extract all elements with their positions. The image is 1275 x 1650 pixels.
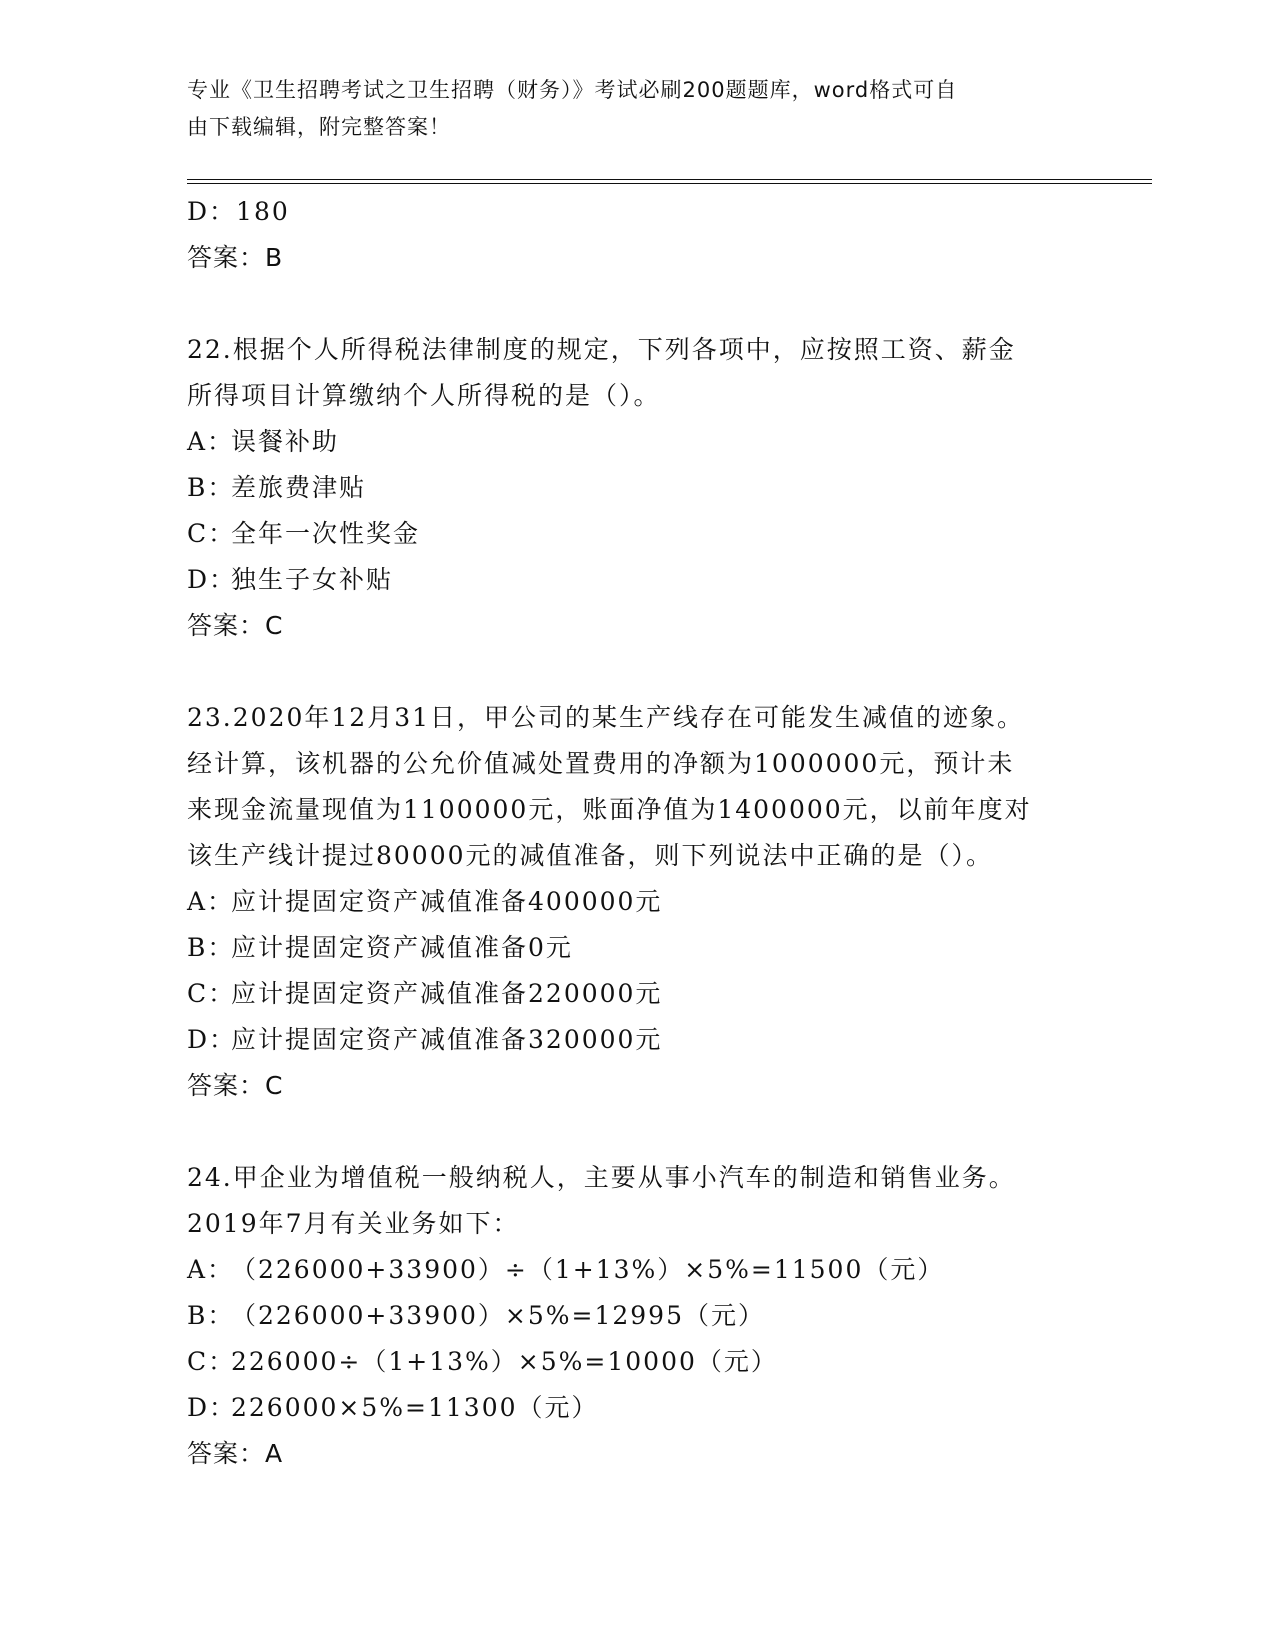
option-text: 应计提固定资产减值准备0元	[231, 933, 573, 962]
option-letter: C：	[187, 519, 236, 548]
option-text: 全年一次性奖金	[231, 519, 421, 548]
option-text: 应计提固定资产减值准备220000元	[231, 979, 663, 1008]
question-stem: 2019年7月有关业务如下：	[187, 1209, 520, 1238]
document-header	[187, 72, 1067, 146]
option-letter: A：	[187, 1255, 235, 1284]
option-text: 差旅费津贴	[231, 473, 367, 502]
option-text: 应计提固定资产减值准备400000元	[231, 887, 663, 916]
option-b	[187, 1293, 1087, 1339]
question-stem: 来现金流量现值为1100000元，账面净值为1400000元，以前年度对	[187, 795, 1032, 824]
option-c	[187, 1339, 1087, 1385]
option-d	[187, 1017, 1087, 1063]
question-stem: 所得项目计算缴纳个人所得税的是（）。	[187, 381, 661, 410]
header-divider-top	[187, 179, 1152, 180]
option-letter: C：	[187, 979, 236, 1008]
question-stem: 24.甲企业为增值税一般纳税人，主要从事小汽车的制造和销售业务。	[187, 1163, 1016, 1192]
option-a	[187, 1247, 1087, 1293]
option-letter: C：	[187, 1347, 236, 1376]
question-22	[187, 327, 1087, 649]
option-a	[187, 419, 1087, 465]
answer: 答案：B	[187, 243, 284, 272]
option-text: 226000÷（1+13%）×5%=10000（元）	[231, 1347, 778, 1376]
option-text: 独生子女补贴	[231, 565, 394, 594]
option-text: （226000+33900）÷（1+13%）×5%=11500（元）	[231, 1255, 945, 1284]
spacer	[187, 1109, 1087, 1155]
answer: 答案：C	[187, 611, 284, 640]
header-line-2: 由下载编辑，附完整答案！	[187, 115, 451, 139]
option-a	[187, 879, 1087, 925]
previous-question-tail	[187, 189, 1087, 281]
option-letter: B：	[187, 473, 235, 502]
question-23	[187, 695, 1087, 1109]
option-letter: B：	[187, 933, 235, 962]
header-line-1: 专业《卫生招聘考试之卫生招聘（财务）》考试必刷200题题库，word格式可自	[187, 78, 958, 102]
option-d: D：180	[187, 197, 290, 226]
option-b	[187, 925, 1087, 971]
spacer	[187, 649, 1087, 695]
question-stem: 经计算，该机器的公允价值减处置费用的净额为1000000元，预计未	[187, 749, 1015, 778]
answer: 答案：A	[187, 1439, 284, 1468]
option-text: 应计提固定资产减值准备320000元	[231, 1025, 663, 1054]
option-letter: D：	[187, 565, 237, 594]
question-stem: 22.根据个人所得税法律制度的规定，下列各项中，应按照工资、薪金	[187, 335, 1016, 364]
option-letter: D：	[187, 1025, 237, 1054]
option-c	[187, 971, 1087, 1017]
header-divider-bottom	[187, 183, 1152, 184]
option-letter: A：	[187, 887, 235, 916]
option-d	[187, 1385, 1087, 1431]
option-letter: A：	[187, 427, 235, 456]
option-text: （226000+33900）×5%=12995（元）	[231, 1301, 765, 1330]
option-letter: D：	[187, 1393, 237, 1422]
option-text: 误餐补助	[231, 427, 340, 456]
document-body	[187, 189, 1087, 1477]
option-d	[187, 557, 1087, 603]
option-text: 226000×5%=11300（元）	[231, 1393, 599, 1422]
question-stem: 23.2020年12月31日，甲公司的某生产线存在可能发生减值的迹象。	[187, 703, 1025, 732]
option-b	[187, 465, 1087, 511]
answer: 答案：C	[187, 1071, 284, 1100]
question-stem: 该生产线计提过80000元的减值准备，则下列说法中正确的是（）。	[187, 841, 994, 870]
option-letter: B：	[187, 1301, 235, 1330]
spacer	[187, 281, 1087, 327]
question-24	[187, 1155, 1087, 1477]
option-c	[187, 511, 1087, 557]
